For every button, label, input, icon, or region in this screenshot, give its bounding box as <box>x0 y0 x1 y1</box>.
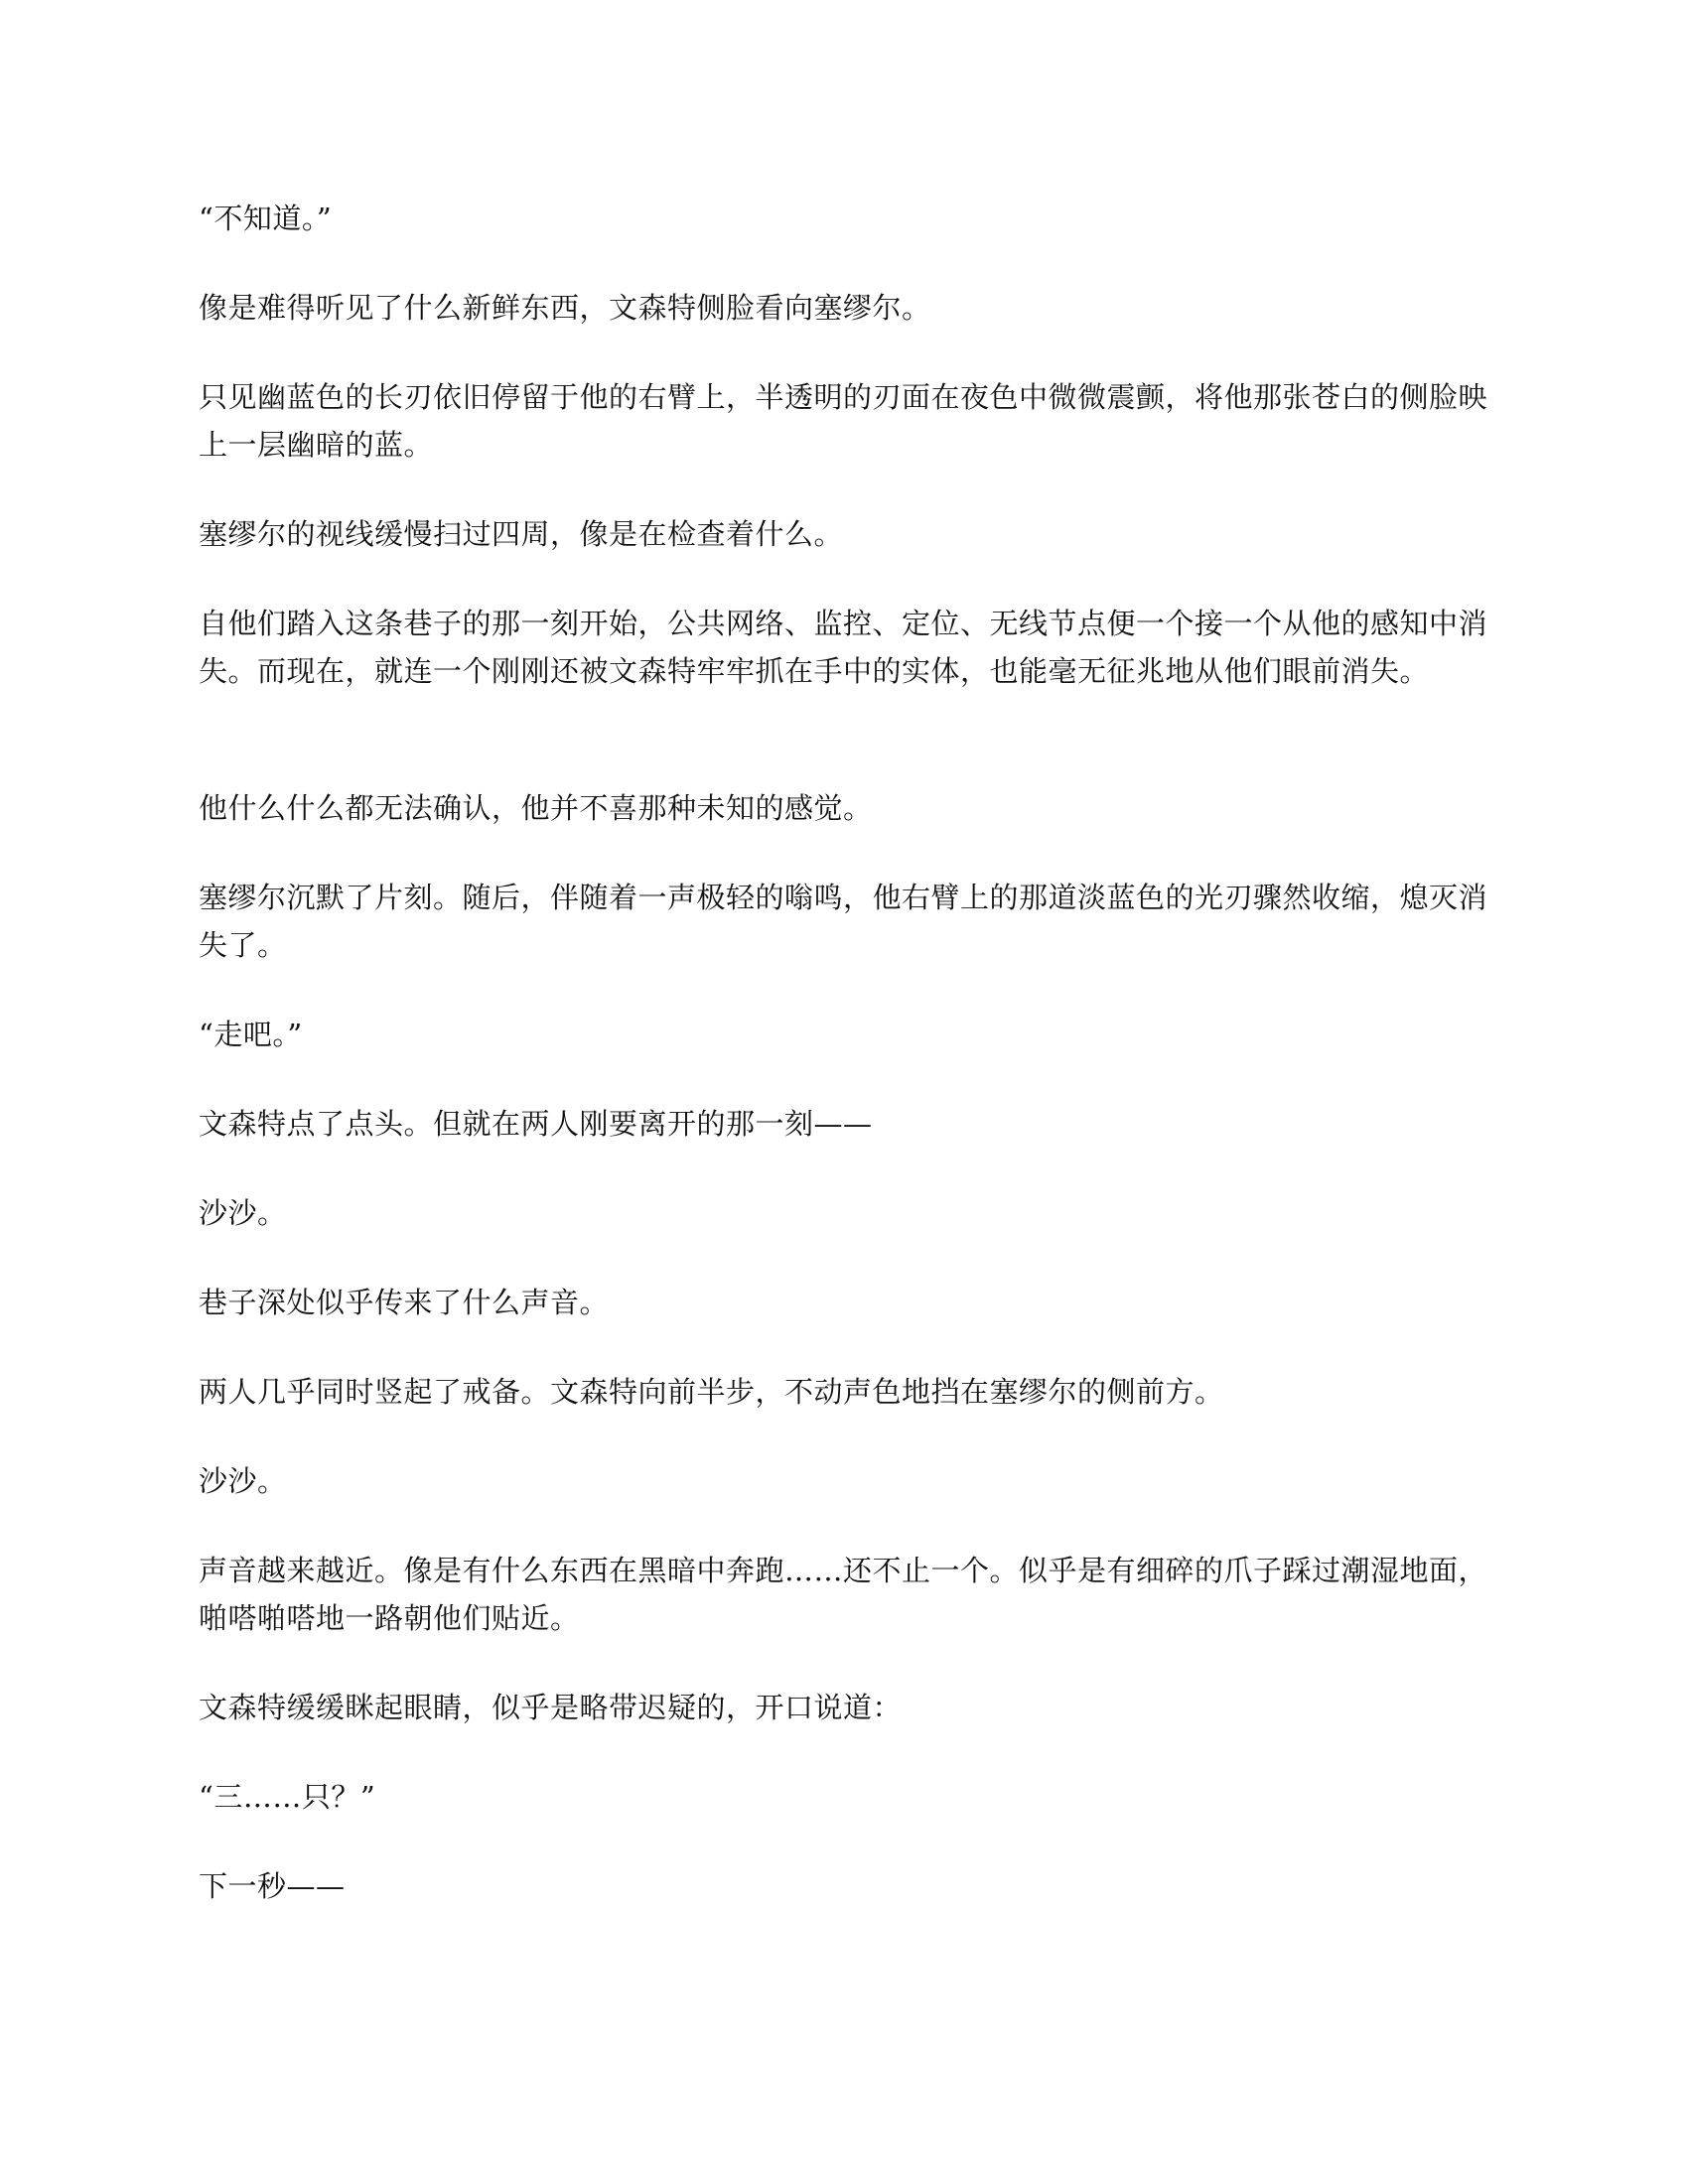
paragraph-10: 沙沙。 <box>199 1196 287 1230</box>
paragraph-2: 像是难得听见了什么新鲜东西，文森特侧脸看向塞缪尔。 <box>199 291 931 325</box>
paragraph-6: 他什么什么都无法确认，他并不喜那种未知的感觉。 <box>199 791 873 825</box>
paragraph-9: 文森特点了点头。但就在两人刚要离开的那一刻—— <box>199 1107 873 1141</box>
paragraph-17: 下一秒—— <box>199 1869 346 1903</box>
paragraph-7: 塞缪尔沉默了片刻。随后，伴随着一声极轻的嗡鸣，他右臂上的那道淡蓝色的光刃骤然收缩，熄灭消失了。 <box>199 881 1488 962</box>
paragraph-15: 文森特缓缓眯起眼睛，似乎是略带迟疑的，开口说道： <box>199 1691 903 1724</box>
paragraph-13: 沙沙。 <box>199 1464 287 1498</box>
paragraph-14: 声音越来越近。像是有什么东西在黑暗中奔跑……还不止一个。似乎是有细碎的爪子踩过潮湿地面，啪嗒啪嗒地一路朝他们贴近。 <box>199 1554 1488 1635</box>
paragraph-1: “不知道。” <box>199 202 333 235</box>
paragraph-12: 两人几乎同时竖起了戒备。文森特向前半步，不动声色地挡在塞缪尔的侧前方。 <box>199 1375 1224 1409</box>
paragraph-4: 塞缪尔的视线缓慢扫过四周，像是在检查着什么。 <box>199 517 844 551</box>
paragraph-8: “走吧。” <box>199 1018 303 1051</box>
paragraph-16: “三……只？” <box>199 1780 376 1814</box>
paragraph-5: 自他们踏入这条巷子的那一刻开始，公共网络、监控、定位、无线节点便一个接一个从他的感知中消失。而现在，就连一个刚刚还被文森特牢牢抓在手中的实体，也能毫无征兆地从他们眼前消失。 <box>199 607 1488 688</box>
paragraph-3: 只见幽蓝色的长刃依旧停留于他的右臂上，半透明的刃面在夜色中微微震颤，将他那张苍白的侧脸映上一层幽暗的蓝。 <box>199 380 1488 462</box>
paragraph-11: 巷子深处似乎传来了什么声音。 <box>199 1286 610 1319</box>
